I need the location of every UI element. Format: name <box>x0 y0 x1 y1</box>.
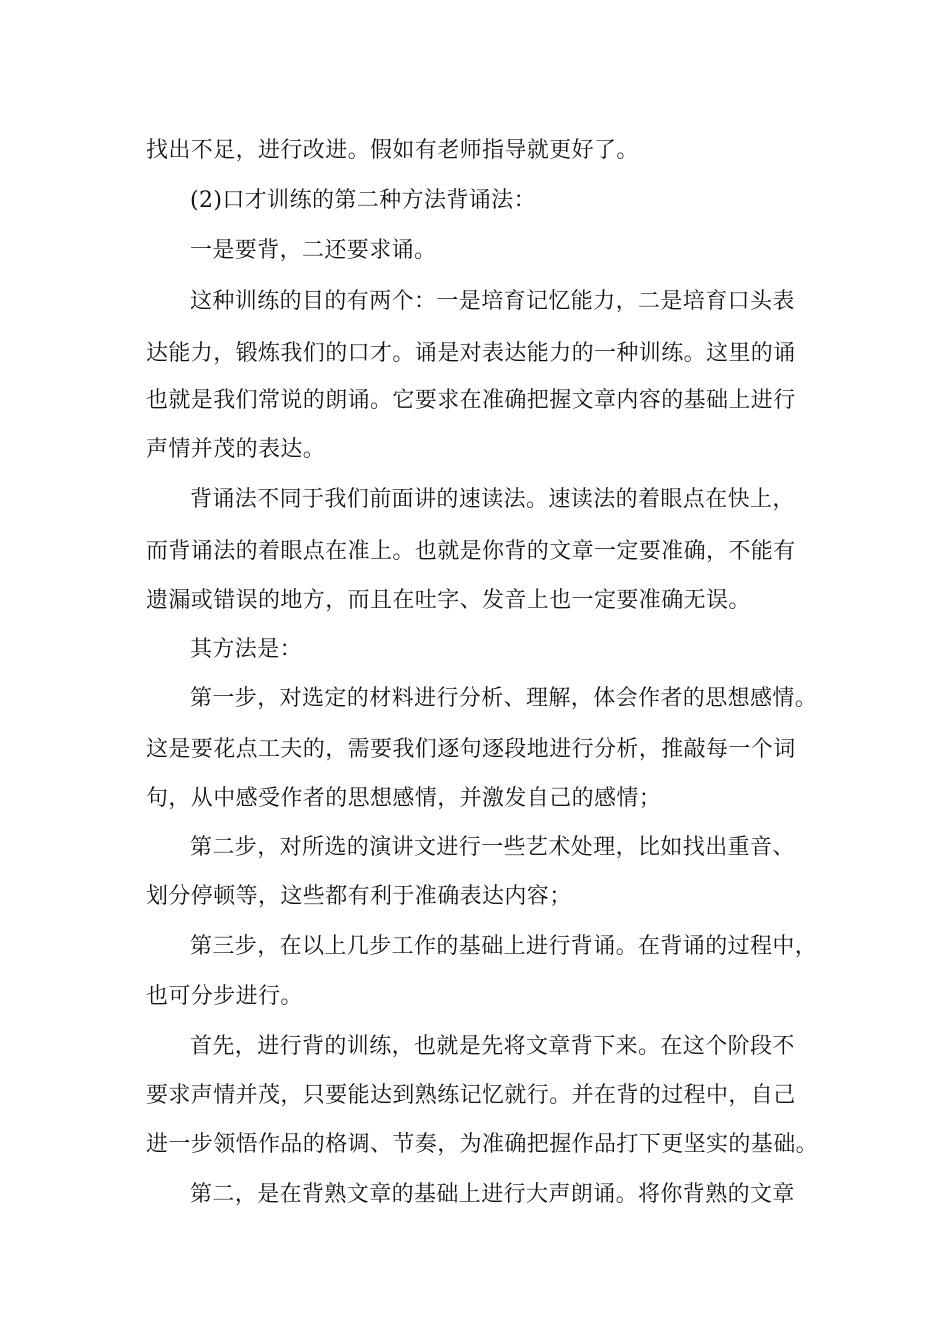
text-line: 首先，进行背的训练，也就是先将文章背下来。在这个阶段不 <box>190 1034 795 1059</box>
text-line: 第二步，对所选的演讲文进行一些艺术处理，比如找出重音、 <box>190 835 795 860</box>
text-line: 第三步，在以上几步工作的基础上进行背诵。在背诵的过程中， <box>190 934 818 959</box>
text-line: 第一步，对选定的材料进行分析、理解，体会作者的思想感情。 <box>190 686 818 711</box>
text-line: 划分停顿等，这些都有利于准确表达内容； <box>146 884 572 909</box>
text-line: 背诵法不同于我们前面讲的速读法。速读法的着眼点在快上， <box>190 487 795 512</box>
text-line: 而背诵法的着眼点在准上。也就是你背的文章一定要准确，不能有 <box>146 539 796 564</box>
text-line: 声情并茂的表达。 <box>146 437 326 462</box>
text-line: 达能力，锻炼我们的口才。诵是对表达能力的一种训练。这里的诵 <box>146 341 796 366</box>
text-line: 句，从中感受作者的思想感情，并激发自己的感情； <box>146 786 662 811</box>
text-line: 也可分步进行。 <box>146 984 303 1009</box>
text-line: 这是要花点工夫的，需要我们逐句逐段地进行分析，推敲每一个词 <box>146 737 796 762</box>
text-line: 第二，是在背熟文章的基础上进行大声朗诵。将你背熟的文章 <box>190 1182 795 1207</box>
text-line: 遗漏或错误的地方，而且在吐字、发音上也一定要准确无误。 <box>146 588 751 613</box>
text-line: 一是要背，二还要求诵。 <box>190 238 437 263</box>
text-line: 也就是我们常说的朗诵。它要求在准确把握文章内容的基础上进行 <box>146 388 796 413</box>
text-line: 要求声情并茂，只要能达到熟练记忆就行。并在背的过程中，自己 <box>146 1083 796 1108</box>
text-line: 进一步领悟作品的格调、节奏，为准确把握作品打下更坚实的基础。 <box>146 1132 819 1157</box>
text-line: 找出不足，进行改进。假如有老师指导就更好了。 <box>146 138 639 163</box>
text-line: 这种训练的目的有两个：一是培育记忆能力，二是培育口头表 <box>190 289 795 314</box>
section-heading: (2)口才训练的第二种方法背诵法： <box>190 188 536 213</box>
text-line: 其方法是： <box>190 637 303 662</box>
